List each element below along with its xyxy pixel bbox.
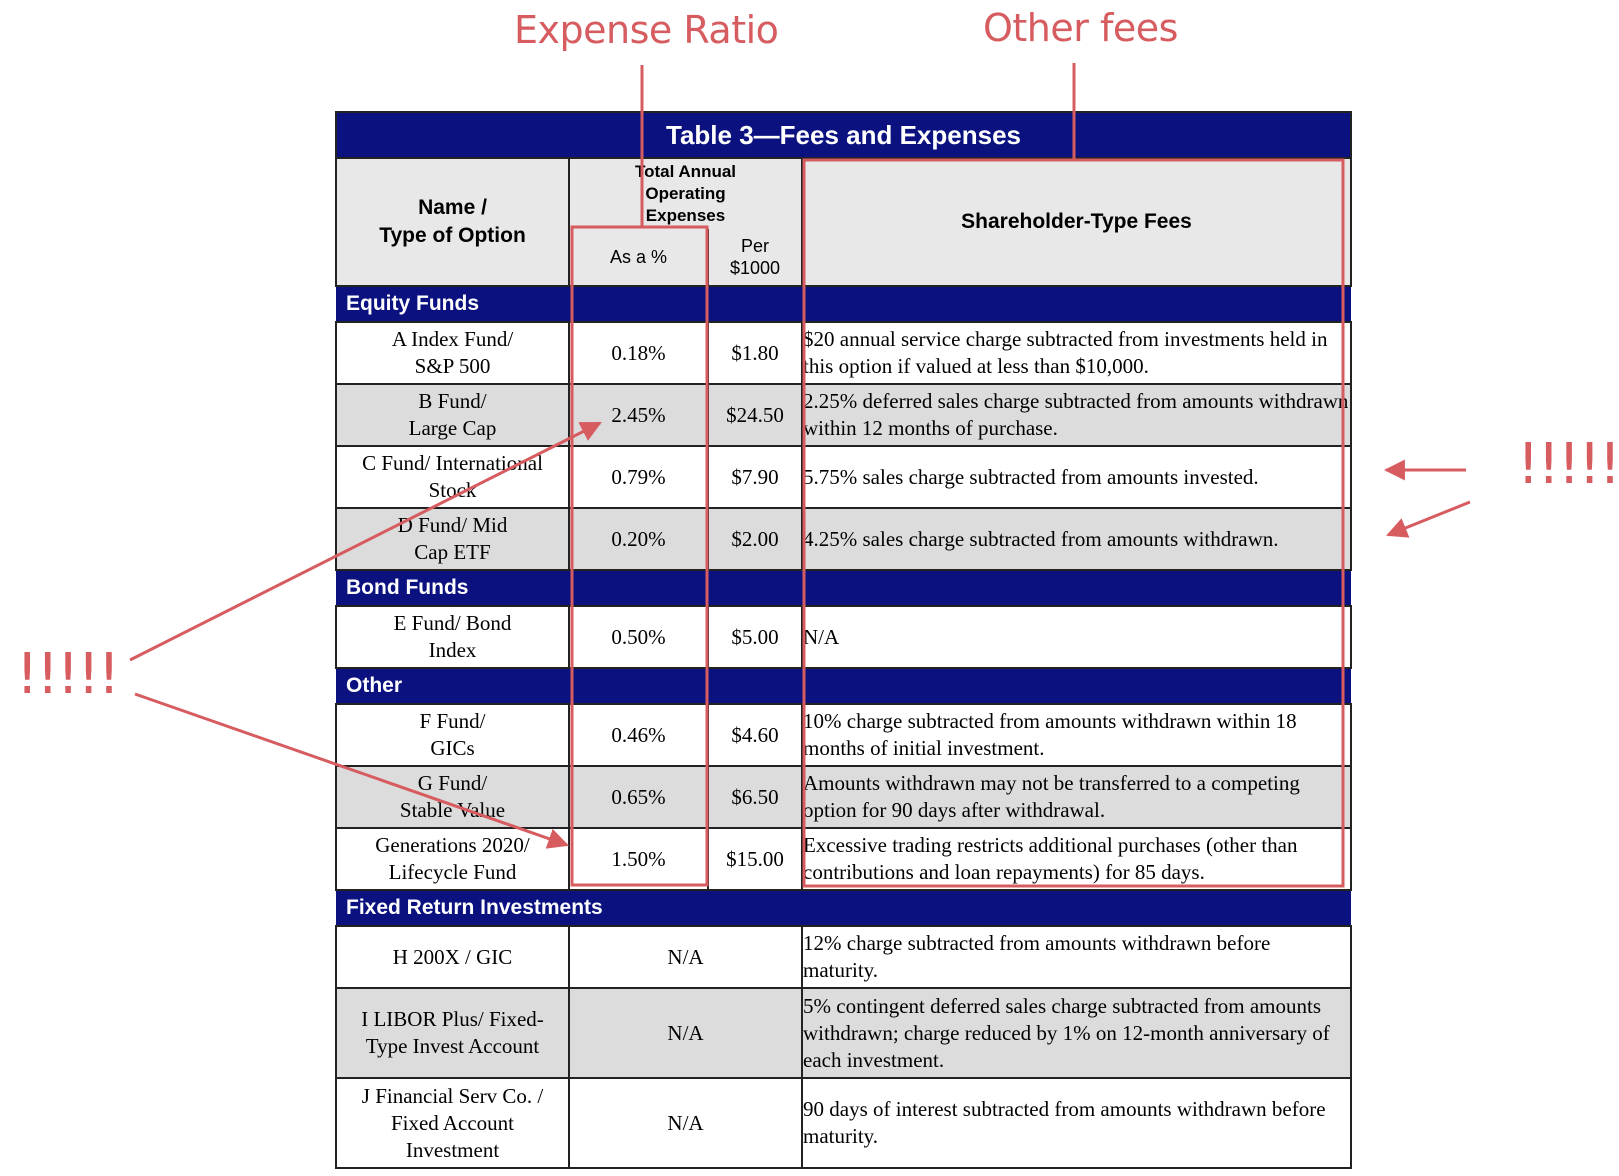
exclaim-left-annotation: !!!!! <box>16 642 119 707</box>
shareholder-fee: 12% charge subtracted from amounts withdrawn before maturity. <box>802 926 1351 988</box>
option-name <box>336 322 569 384</box>
option-name-text: J Financial Serv Co. / Fixed Account Investment <box>361 1083 544 1162</box>
arrow-right-2 <box>1388 502 1470 535</box>
expense-pct: 0.18% <box>569 322 708 384</box>
shareholder-fee: 5% contingent deferred sales charge subtracted from amounts withdrawn; charge reduced by 1% on 12-month anniversary of each investment. <box>802 988 1351 1078</box>
other-fees-annotation: Other fees <box>983 6 1178 50</box>
option-name-text: F Fund/ GICs <box>419 709 486 760</box>
table-row <box>336 704 1351 766</box>
option-name <box>336 988 569 1078</box>
name-header-line1: Name / <box>418 196 487 219</box>
option-name <box>336 704 569 766</box>
exclaim-right-annotation: !!!!! <box>1517 432 1619 497</box>
option-name <box>336 766 569 828</box>
name-column-header <box>336 158 569 286</box>
fees-table <box>335 111 1352 1169</box>
option-name <box>336 508 569 570</box>
table-row <box>336 508 1351 570</box>
table-row <box>336 1078 1351 1168</box>
option-name: H 200X / GIC <box>336 926 569 988</box>
expense-per-1000: $4.60 <box>708 704 802 766</box>
option-name-text: A Index Fund/ S&P 500 <box>391 327 514 378</box>
section-other: Other <box>336 668 1351 704</box>
total-annual-label: Total Annual Operating Expenses <box>634 162 737 225</box>
option-name <box>336 384 569 446</box>
name-header-line2: Type of Option <box>379 224 526 247</box>
shareholder-fee: 10% charge subtracted from amounts withdrawn within 18 months of initial investment. <box>802 704 1351 766</box>
option-name <box>336 606 569 668</box>
total-annual-header <box>569 158 802 229</box>
option-name <box>336 446 569 508</box>
expense-pct: 0.50% <box>569 606 708 668</box>
table-row <box>336 322 1351 384</box>
option-name-text: D Fund/ Mid Cap ETF <box>397 513 508 564</box>
option-name-text: Generations 2020/ Lifecycle Fund <box>375 833 530 884</box>
option-name-text: I LIBOR Plus/ Fixed-Type Invest Account <box>361 1007 544 1058</box>
expense-per-1000: $1.80 <box>708 322 802 384</box>
expense-per-1000: $2.00 <box>708 508 802 570</box>
option-name <box>336 828 569 890</box>
shareholder-fee: 5.75% sales charge subtracted from amounts invested. <box>802 446 1351 508</box>
shareholder-fee: Excessive trading restricts additional purchases (other than contributions and loan repayments) for 85 days. <box>802 828 1351 890</box>
expense-per-1000: $24.50 <box>708 384 802 446</box>
expense-per-1000: $5.00 <box>708 606 802 668</box>
shareholder-fees-header: Shareholder-Type Fees <box>802 158 1351 286</box>
expense-na: N/A <box>569 988 802 1078</box>
option-name-text: G Fund/ Stable Value <box>399 771 506 822</box>
table-row <box>336 828 1351 890</box>
expense-pct: 1.50% <box>569 828 708 890</box>
section-fixed-return: Fixed Return Investments <box>336 890 1351 926</box>
option-name <box>336 1078 569 1168</box>
option-name-text: B Fund/ Large Cap <box>408 389 497 440</box>
expense-pct: 0.46% <box>569 704 708 766</box>
table-row <box>336 446 1351 508</box>
per-1000-label: Per $1000 <box>729 236 781 278</box>
expense-ratio-annotation: Expense Ratio <box>514 8 779 52</box>
expense-pct: 2.45% <box>569 384 708 446</box>
table-row <box>336 606 1351 668</box>
shareholder-fee: Amounts withdrawn may not be transferred to a competing option for 90 days after withdrawal. <box>802 766 1351 828</box>
option-name-text: E Fund/ Bond Index <box>393 611 512 662</box>
table-row <box>336 384 1351 446</box>
shareholder-fee: 4.25% sales charge subtracted from amounts withdrawn. <box>802 508 1351 570</box>
expense-per-1000: $15.00 <box>708 828 802 890</box>
table-title: Table 3—Fees and Expenses <box>336 112 1351 158</box>
section-bond-funds: Bond Funds <box>336 570 1351 606</box>
table-row <box>336 766 1351 828</box>
expense-na: N/A <box>569 1078 802 1168</box>
section-equity-funds: Equity Funds <box>336 286 1351 322</box>
shareholder-fee: N/A <box>802 606 1351 668</box>
expense-pct: 0.79% <box>569 446 708 508</box>
table-row <box>336 988 1351 1078</box>
as-pct-header: As a % <box>569 229 708 286</box>
expense-na: N/A <box>569 926 802 988</box>
expense-pct: 0.20% <box>569 508 708 570</box>
expense-per-1000: $6.50 <box>708 766 802 828</box>
table-row <box>336 926 1351 988</box>
expense-pct: 0.65% <box>569 766 708 828</box>
shareholder-fee: 90 days of interest subtracted from amounts withdrawn before maturity. <box>802 1078 1351 1168</box>
expense-per-1000: $7.90 <box>708 446 802 508</box>
per-1000-header <box>708 229 802 286</box>
option-name-text: C Fund/ International Stock <box>362 451 543 502</box>
shareholder-fee: 2.25% deferred sales charge subtracted from amounts withdrawn within 12 months of purchase. <box>802 384 1351 446</box>
shareholder-fee: $20 annual service charge subtracted from investments held in this option if valued at less than $10,000. <box>802 322 1351 384</box>
